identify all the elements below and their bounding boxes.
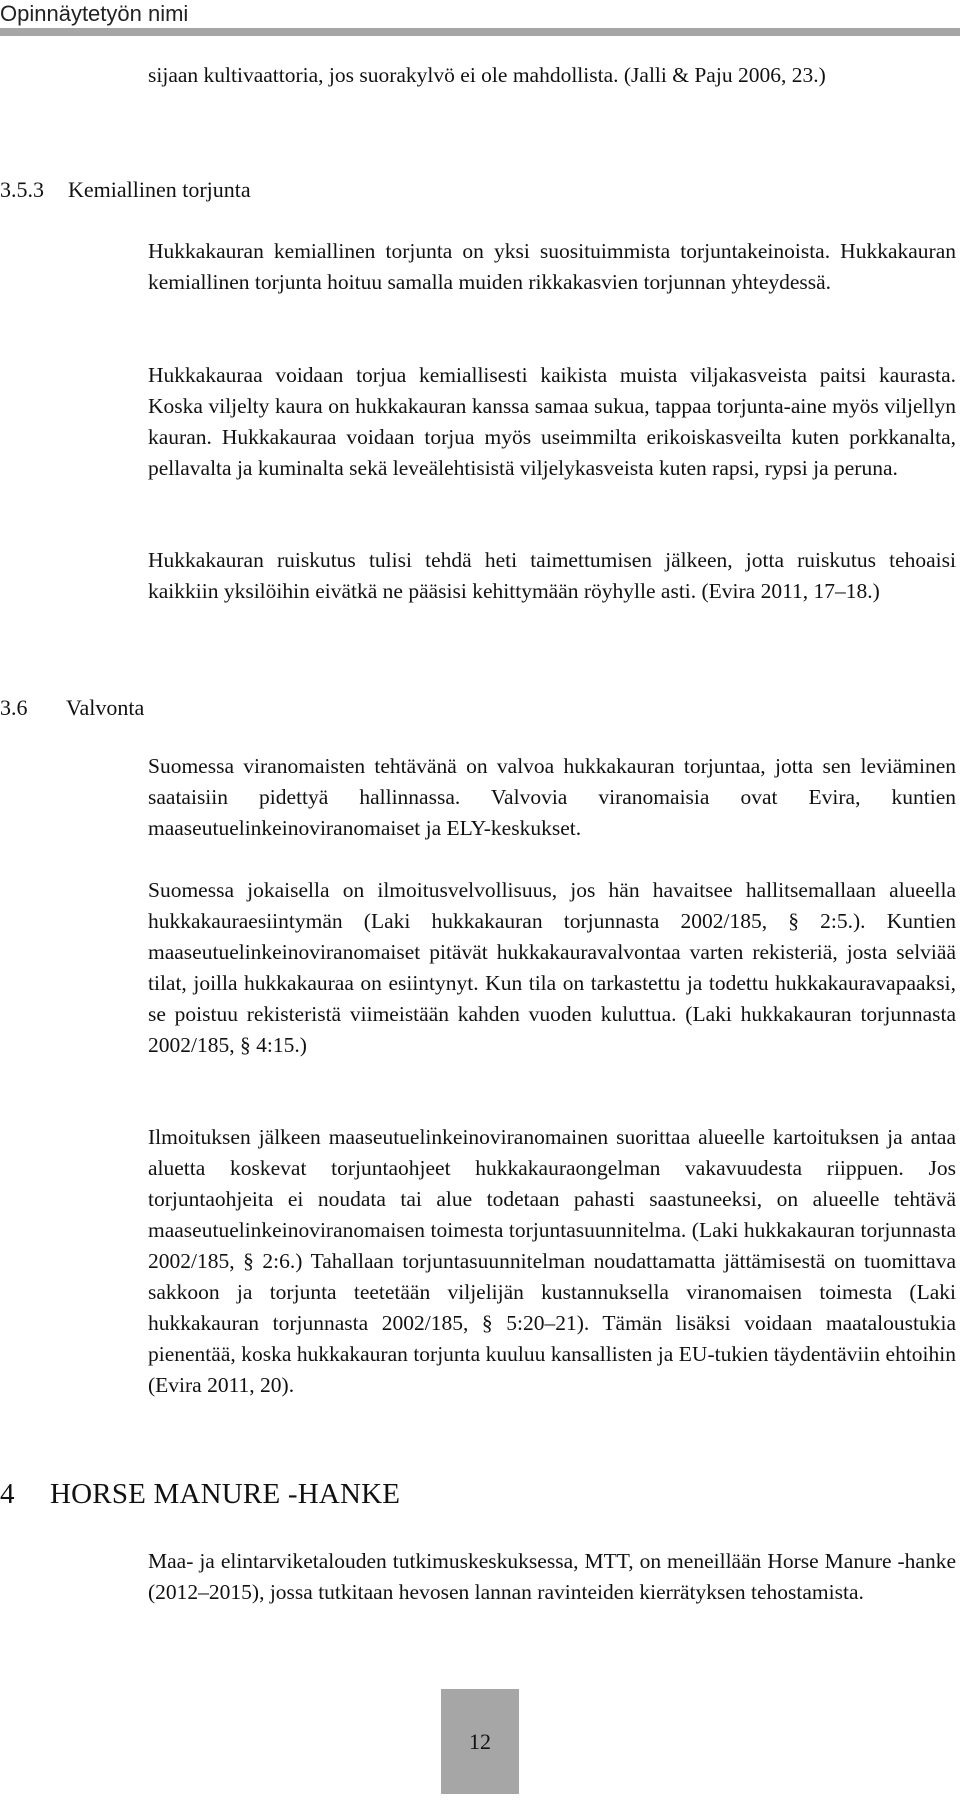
- heading-title: Valvonta: [66, 695, 145, 720]
- paragraph-intro: sijaan kultivaattoria, jos suorakylvö ei ole mahdollista. (Jalli & Paju 2006, 23.): [148, 63, 826, 87]
- heading-number: 4: [0, 1478, 15, 1510]
- heading-4: [0, 1476, 400, 1512]
- paragraph-4-1: Maa- ja elintarviketalouden tutkimuskeskuksessa, MTT, on meneillään Horse Manure -hanke (2012–2015), jossa tutkitaan hevosen lannan ravinteiden kierrätyksen tehostamista.: [148, 1549, 956, 1604]
- paragraph-3-6-1: Suomessa viranomaisten tehtävänä on valvoa hukkakauran torjuntaa, jotta sen leviäminen saataisiin pidettyä hallinnassa. Valvovia viranomaisia ovat Evira, kuntien maaseutuelinkeinoviranomaiset ja ELY-keskukset.: [148, 754, 956, 840]
- page-number: 12: [469, 1728, 491, 1754]
- heading-title: Kemiallinen torjunta: [68, 177, 251, 202]
- paragraph-3-5-3-2: Hukkakauraa voidaan torjua kemiallisesti kaikista muista viljakasveista paitsi kaurasta. Koska viljelty kaura on hukkakauran kanssa samaa sukua, tappaa torjunta-aine myös viljellyn kauran. Hukkakauraa voidaan torjua myös useimmilta erikoiskasveilta kuten porkkanalta, pellavalta ja kuminalta sekä leveälehtisistä viljelykasveista kuten rapsi, rypsi ja peruna.: [148, 363, 956, 480]
- heading-3-6: [0, 692, 144, 723]
- paragraph-3-6-3: Ilmoituksen jälkeen maaseutuelinkeinoviranomainen suorittaa alueelle kartoituksen ja antaa aluetta koskevat torjuntaohjeet hukkakauraongelman vakavuudesta riippuen. Jos torjuntaohjeita ei noudata tai alue todetaan pahasti saastuneeksi, on alueelle tehtävä maaseutuelinkeinoviranomaisen toimesta torjuntasuunnitelma. (Laki hukkakauran torjunnasta 2002/185, § 2:6.) Tahallaan torjuntasuunnitelman noudattamatta jättämisestä on tuomittava sakkoon ja torjunta teetetään viljelijän kustannuksella viranomaisen toimesta (Laki hukkakauran torjunnasta 2002/185, § 5:20–21). Tämän lisäksi voidaan maataloustukia pienentää, koska hukkakauran torjunta kuuluu kansallisten ja EU-tukien täydentäviin ehtoihin (Evira 2011, 20).: [148, 1125, 956, 1397]
- header-rule: [0, 28, 960, 36]
- heading-number: 3.6: [0, 695, 28, 720]
- heading-title: HORSE MANURE -HANKE: [50, 1478, 401, 1510]
- paragraph-3-5-3-3: Hukkakauran ruiskutus tulisi tehdä heti taimettumisen jälkeen, jotta ruiskutus tehoaisi kaikkiin yksilöihin eivätkä ne pääsisi kehittymään röyhylle asti. (Evira 2011, 17–18.): [148, 548, 956, 603]
- page-number-box: [441, 1689, 519, 1794]
- paragraph-3-6-2: Suomessa jokaisella on ilmoitusvelvollisuus, jos hän havaitsee hallitsemallaan alueella hukkakauraesiintymän (Laki hukkakauran torjunnasta 2002/185, § 2:5.). Kuntien maaseutuelinkeinoviranomaiset pitävät hukkakauravalvontaa varten rekisteriä, josta selviää tilat, joilla hukkakauraa on esiintynyt. Kun tila on tarkastettu ja todettu hukkakauravapaaksi, se poistuu rekisteristä viimeistään kahden vuoden kuluttua. (Laki hukkakauran torjunnasta 2002/185, § 4:15.): [148, 878, 956, 1057]
- heading-3-5-3: [0, 174, 251, 205]
- running-header-title: Opinnäytetyön nimi: [0, 1, 189, 26]
- paragraph-3-5-3-1: Hukkakauran kemiallinen torjunta on yksi suosituimmista torjuntakeinoista. Hukkakauran kemiallinen torjunta hoituu samalla muiden rikkakasvien torjunnan yhteydessä.: [148, 239, 956, 294]
- heading-number: 3.5.3: [0, 177, 44, 202]
